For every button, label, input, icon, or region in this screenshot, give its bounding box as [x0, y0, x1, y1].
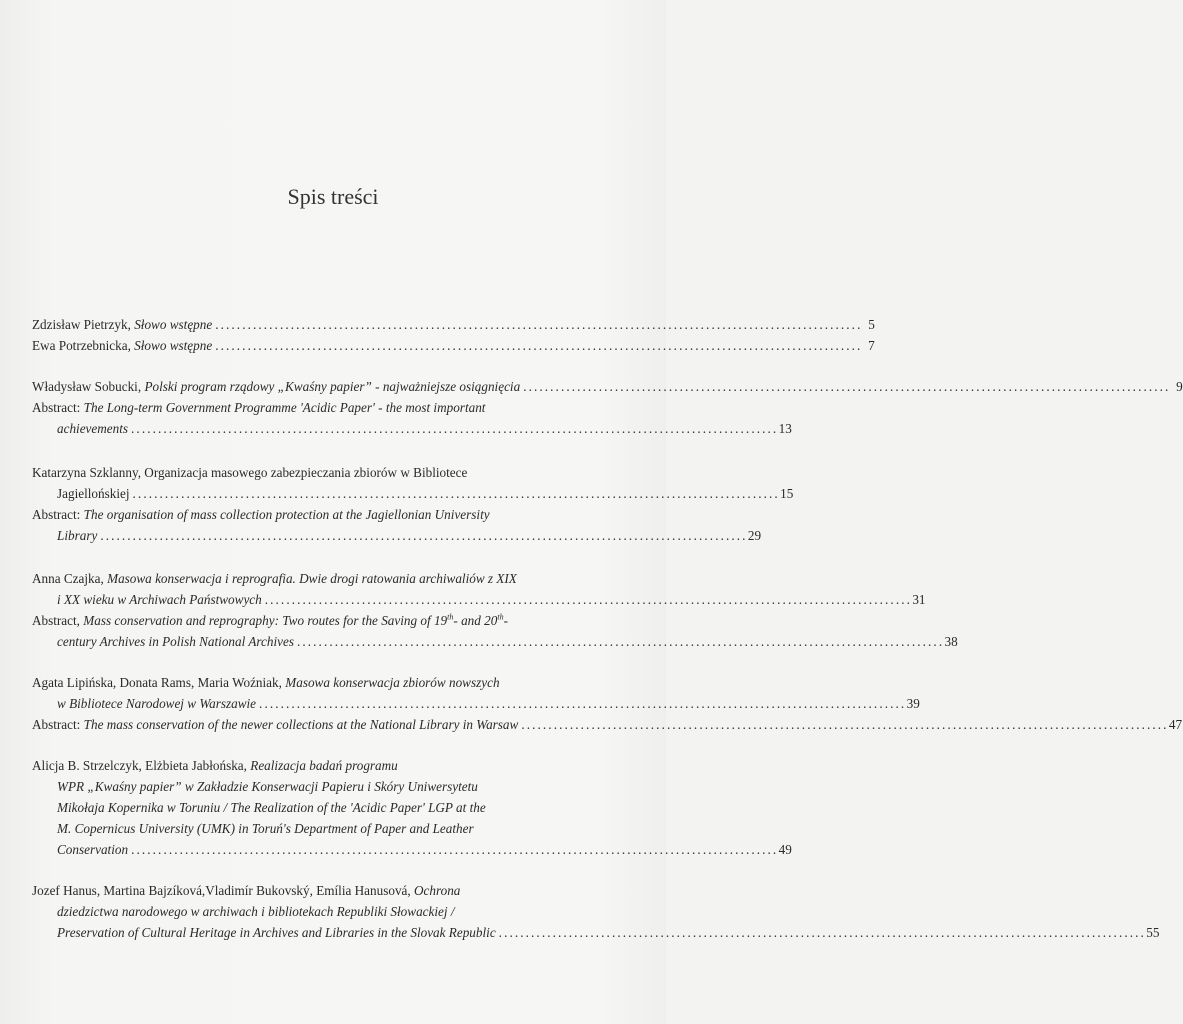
toc-line: i XX wieku w Archiwach Państwowych . . . 31: [32, 589, 600, 610]
toc-line: Jozef Hanus, Martina Bajzíková,Vladimír Bukovský, Emília Hanusová, Ochrona: [32, 883, 461, 898]
toc-group-1: [32, 314, 875, 356]
toc-group-2: [32, 376, 1183, 439]
toc-line: Zdzisław Pietrzyk, Słowo wstępne . . . 5: [32, 314, 600, 335]
toc-line: WPR „Kwaśny papier” w Zakładzie Konserwacji Papieru i Skóry Uniwersytetu: [57, 779, 478, 794]
toc-line: Abstract: The organisation of mass collection protection at the Jagiellonian University: [32, 507, 490, 522]
toc-line: Abstract, Mass conservation and reprography: Two routes for the Saving of 19th- and 20th-: [32, 612, 508, 628]
toc-group-3: [32, 462, 794, 546]
toc-line: M. Copernicus University (UMK) in Toruń's Department of Paper and Leather: [57, 821, 474, 836]
toc-line: dziedzictwa narodowego w archiwach i bibliotekach Republiki Słowackiej /: [57, 904, 455, 919]
toc-line: Abstract: The mass conservation of the newer collections at the National Library in Warsaw . . . 47: [32, 714, 600, 735]
toc-line: Katarzyna Szklanny, Organizacja masowego zabezpieczania zbiorów w Bibliotece: [32, 465, 468, 480]
page-title: Spis treści: [287, 184, 379, 209]
toc-line: Mikołaja Kopernika w Toruniu / The Realization of the 'Acidic Paper' LGP at the: [57, 800, 486, 815]
toc-line: w Bibliotece Narodowej w Warszawie . . . 39: [32, 693, 600, 714]
toc-line: Agata Lipińska, Donata Rams, Maria Woźniak, Masowa konserwacja zbiorów nowszych: [32, 675, 500, 690]
toc-line: Abstract: The Long-term Government Programme 'Acidic Paper' - the most important: [32, 400, 486, 415]
toc-line: Anna Czajka, Masowa konserwacja i reprografia. Dwie drogi ratowania archiwaliów z XIX: [32, 571, 517, 586]
toc-group-4: [32, 568, 958, 652]
toc-line: Library . . . 29: [32, 525, 600, 546]
toc-line: Jagiellońskiej . . . 15: [32, 483, 600, 504]
toc-group-7: [32, 880, 1160, 943]
toc-line: achievements . . . 13: [32, 418, 600, 439]
toc-line: Ewa Potrzebnicka, Słowo wstępne . . . 7: [32, 335, 600, 356]
toc-line: Władysław Sobucki, Polski program rządowy „Kwaśny papier” - najważniejsze osiągnięcia . . . 9: [32, 376, 600, 397]
toc-group-6: [32, 755, 792, 860]
toc-line: century Archives in Polish National Archives . . . 38: [32, 631, 600, 652]
toc-line: Preservation of Cultural Heritage in Archives and Libraries in the Slovak Republic . . . 55: [32, 922, 600, 943]
toc-line: Alicja B. Strzelczyk, Elżbieta Jabłońska, Realizacja badań programu: [32, 758, 398, 773]
toc-group-5: [32, 672, 1183, 735]
toc-line: Conservation . . . 49: [32, 839, 600, 860]
